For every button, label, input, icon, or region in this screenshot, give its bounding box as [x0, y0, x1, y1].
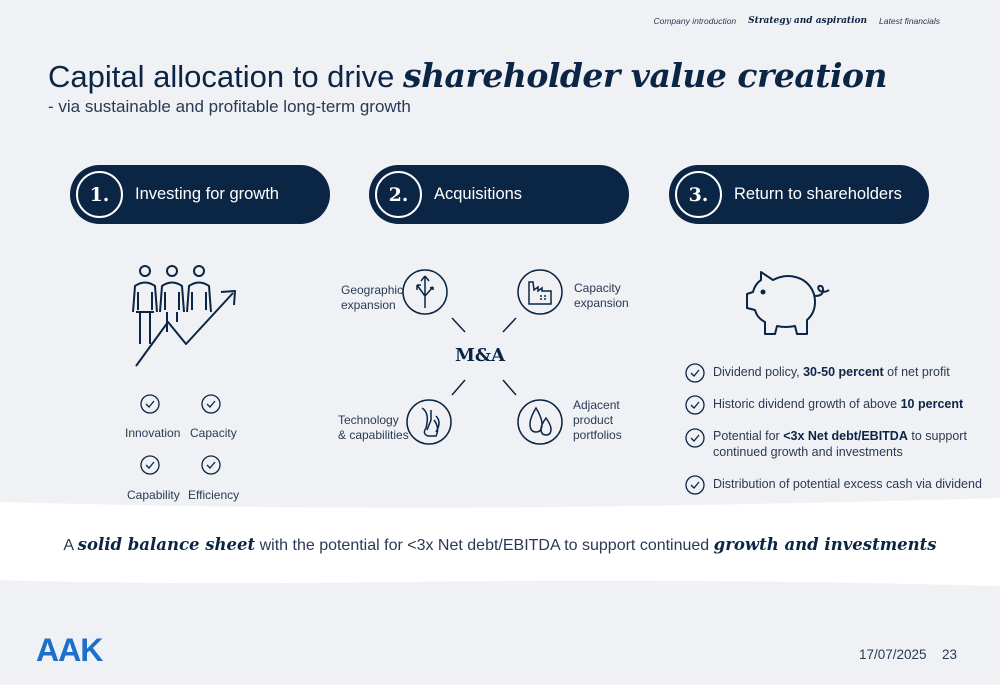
summary-emphasis: growth and investments — [713, 535, 937, 554]
bullet-bold: 30-50 percent — [803, 365, 884, 379]
bullet-text: Potential for — [713, 429, 784, 443]
pillar-investing — [70, 165, 330, 224]
growth-efficiency: Efficiency — [188, 488, 240, 502]
nav-strategy-and-aspiration[interactable]: Strategy and aspiration — [748, 16, 868, 26]
label-line: portfolios — [573, 428, 622, 442]
growth-innovation: Innovation — [125, 426, 181, 440]
aak-logo: AAK — [36, 632, 103, 668]
check-icon — [140, 455, 160, 475]
title-emphasis: shareholder value creation — [402, 56, 888, 95]
return-bullet — [713, 364, 950, 380]
pillar-label: Investing for growth — [135, 185, 279, 203]
label-line: expansion — [574, 296, 629, 310]
pillar-acquisitions — [369, 165, 629, 224]
summary-statement — [0, 535, 1000, 555]
page-subtitle: - via sustainable and profitable long-term growth — [48, 97, 411, 116]
nav-latest-financials[interactable]: Latest financials — [879, 16, 940, 26]
return-bullet — [713, 396, 963, 412]
bullet-text: continued growth and investments — [713, 445, 903, 459]
droplets-icon — [518, 400, 562, 444]
bullet-text: to support — [907, 429, 967, 443]
pillar-number: 1. — [76, 171, 123, 218]
label-line: Technology — [338, 413, 399, 427]
technology-capabilities-label — [338, 413, 409, 443]
pillar-label: Acquisitions — [434, 185, 523, 203]
bullet-text: Historic dividend growth of above — [713, 397, 901, 411]
check-icon — [201, 455, 221, 475]
check-icon — [140, 394, 160, 414]
geographic-expansion-label — [341, 283, 403, 313]
check-icon — [201, 394, 221, 414]
bullet-text: Distribution of potential excess cash via dividend — [713, 477, 982, 491]
bullet-bold: 10 percent — [900, 397, 964, 411]
factory-icon — [518, 270, 562, 314]
pillar-returns — [669, 165, 929, 224]
summary-text: with the potential for <3x Net debt/EBITDA to support continued — [255, 537, 714, 554]
growth-capability: Capability — [127, 488, 180, 502]
adjacent-portfolios-label — [573, 398, 622, 443]
title-plain: Capital allocation to drive — [48, 59, 403, 94]
lab-flask-icon — [407, 400, 451, 444]
pillar-label: Return to shareholders — [734, 185, 902, 203]
label-line: Geographic — [341, 283, 404, 297]
geographic-expansion-icon — [403, 270, 447, 314]
check-icon — [685, 428, 705, 448]
capacity-expansion-label — [574, 281, 629, 311]
return-bullet — [713, 476, 982, 492]
bullet-bold: <3x Net debt/EBITDA — [783, 429, 908, 443]
nav-company-introduction[interactable]: Company introduction — [653, 16, 737, 26]
page-number: 23 — [942, 647, 958, 662]
summary-text: A — [63, 537, 78, 554]
label-line: Capacity — [574, 281, 621, 295]
check-icon — [685, 395, 705, 415]
check-icon — [685, 363, 705, 383]
bullet-text: of net profit — [883, 365, 950, 379]
people-growth-icon — [128, 262, 240, 370]
footer-date: 17/07/2025 — [859, 647, 927, 662]
bullet-text: Dividend policy, — [713, 365, 804, 379]
section-nav — [653, 16, 940, 26]
check-icon — [685, 475, 705, 495]
page-title — [48, 56, 887, 95]
label-line: & capabilities — [338, 428, 409, 442]
summary-emphasis: solid balance sheet — [77, 535, 256, 554]
mna-label: M&A — [455, 345, 506, 366]
pillar-number: 2. — [375, 171, 422, 218]
return-bullet — [713, 428, 967, 460]
label-line: Adjacent — [573, 398, 620, 412]
pillar-number: 3. — [675, 171, 722, 218]
piggy-bank-icon — [743, 258, 833, 338]
label-line: expansion — [341, 298, 396, 312]
growth-capacity: Capacity — [190, 426, 237, 440]
label-line: product — [573, 413, 614, 427]
